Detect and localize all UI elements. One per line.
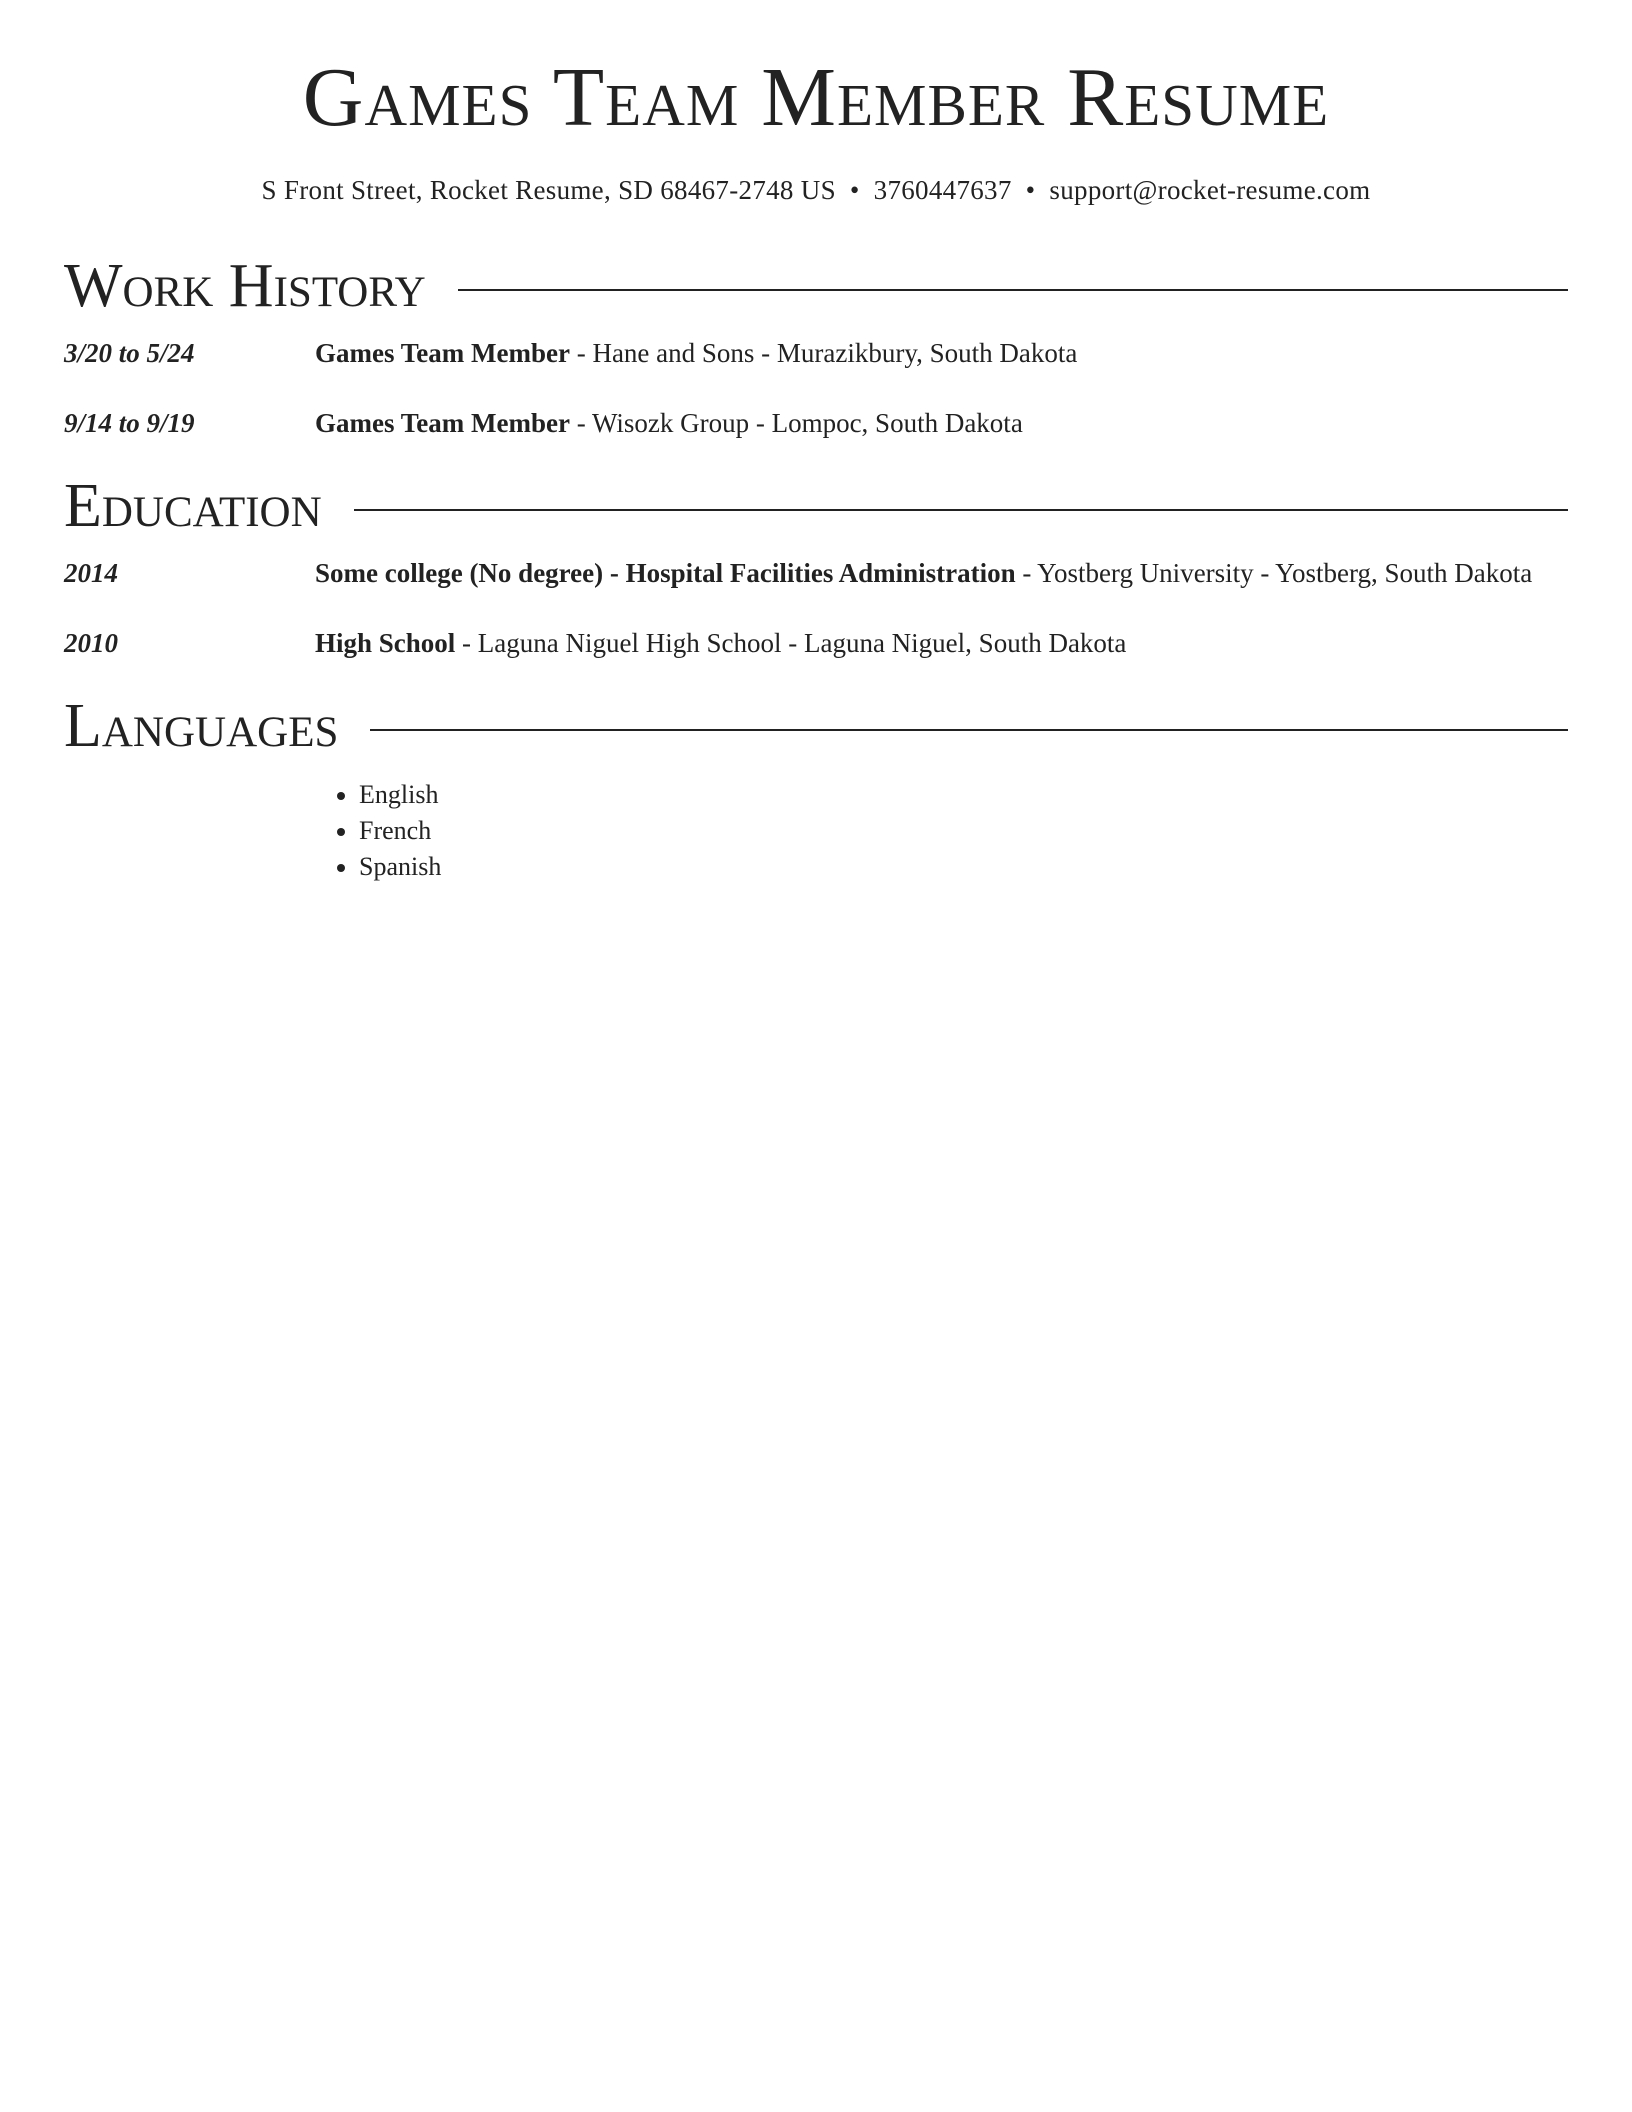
list-item: • French xyxy=(359,813,441,849)
separator-dot: • xyxy=(1025,175,1036,205)
work-history-section-header xyxy=(64,252,1568,320)
separator-dot: • xyxy=(849,175,860,205)
contact-line xyxy=(0,175,1632,206)
email-address: support@rocket-resume.com xyxy=(1049,175,1371,205)
work-description xyxy=(315,338,1077,369)
education-description xyxy=(315,628,1126,659)
education-year: 2010 xyxy=(64,628,118,658)
school-details: - Laguna Niguel High School - Laguna Niguel, South Dakota xyxy=(455,628,1127,658)
address: S Front Street, Rocket Resume, SD 68467-2748 US xyxy=(261,175,836,205)
list-item: • English xyxy=(359,777,441,813)
education-description xyxy=(315,558,1532,589)
languages-list xyxy=(315,777,441,885)
work-dates: 9/14 to 9/19 xyxy=(64,408,195,438)
languages-section-header xyxy=(64,692,1568,760)
section-divider xyxy=(458,289,1568,291)
work-history-heading: Work History xyxy=(64,252,426,320)
education-section-header xyxy=(64,472,1568,540)
section-divider xyxy=(370,729,1568,731)
section-divider xyxy=(354,509,1568,511)
education-year: 2014 xyxy=(64,558,118,588)
resume-title: Games Team Member Resume xyxy=(302,51,1330,144)
school-details: - Yostberg University - Yostberg, South Dakota xyxy=(1015,558,1533,588)
degree: Some college (No degree) - Hospital Facilities Administration xyxy=(315,558,1016,588)
job-title: Games Team Member xyxy=(315,338,570,368)
work-dates: 3/20 to 5/24 xyxy=(64,338,195,368)
education-heading: Education xyxy=(64,472,322,540)
job-details: - Hane and Sons - Murazikbury, South Dakota xyxy=(569,338,1078,368)
list-item: • Spanish xyxy=(359,849,441,885)
languages-heading: Languages xyxy=(64,692,339,760)
job-title: Games Team Member xyxy=(315,408,570,438)
work-description xyxy=(315,408,1023,439)
degree: High School xyxy=(315,628,456,658)
job-details: - Wisozk Group - Lompoc, South Dakota xyxy=(569,408,1023,438)
phone-number: 3760447637 xyxy=(873,175,1012,205)
